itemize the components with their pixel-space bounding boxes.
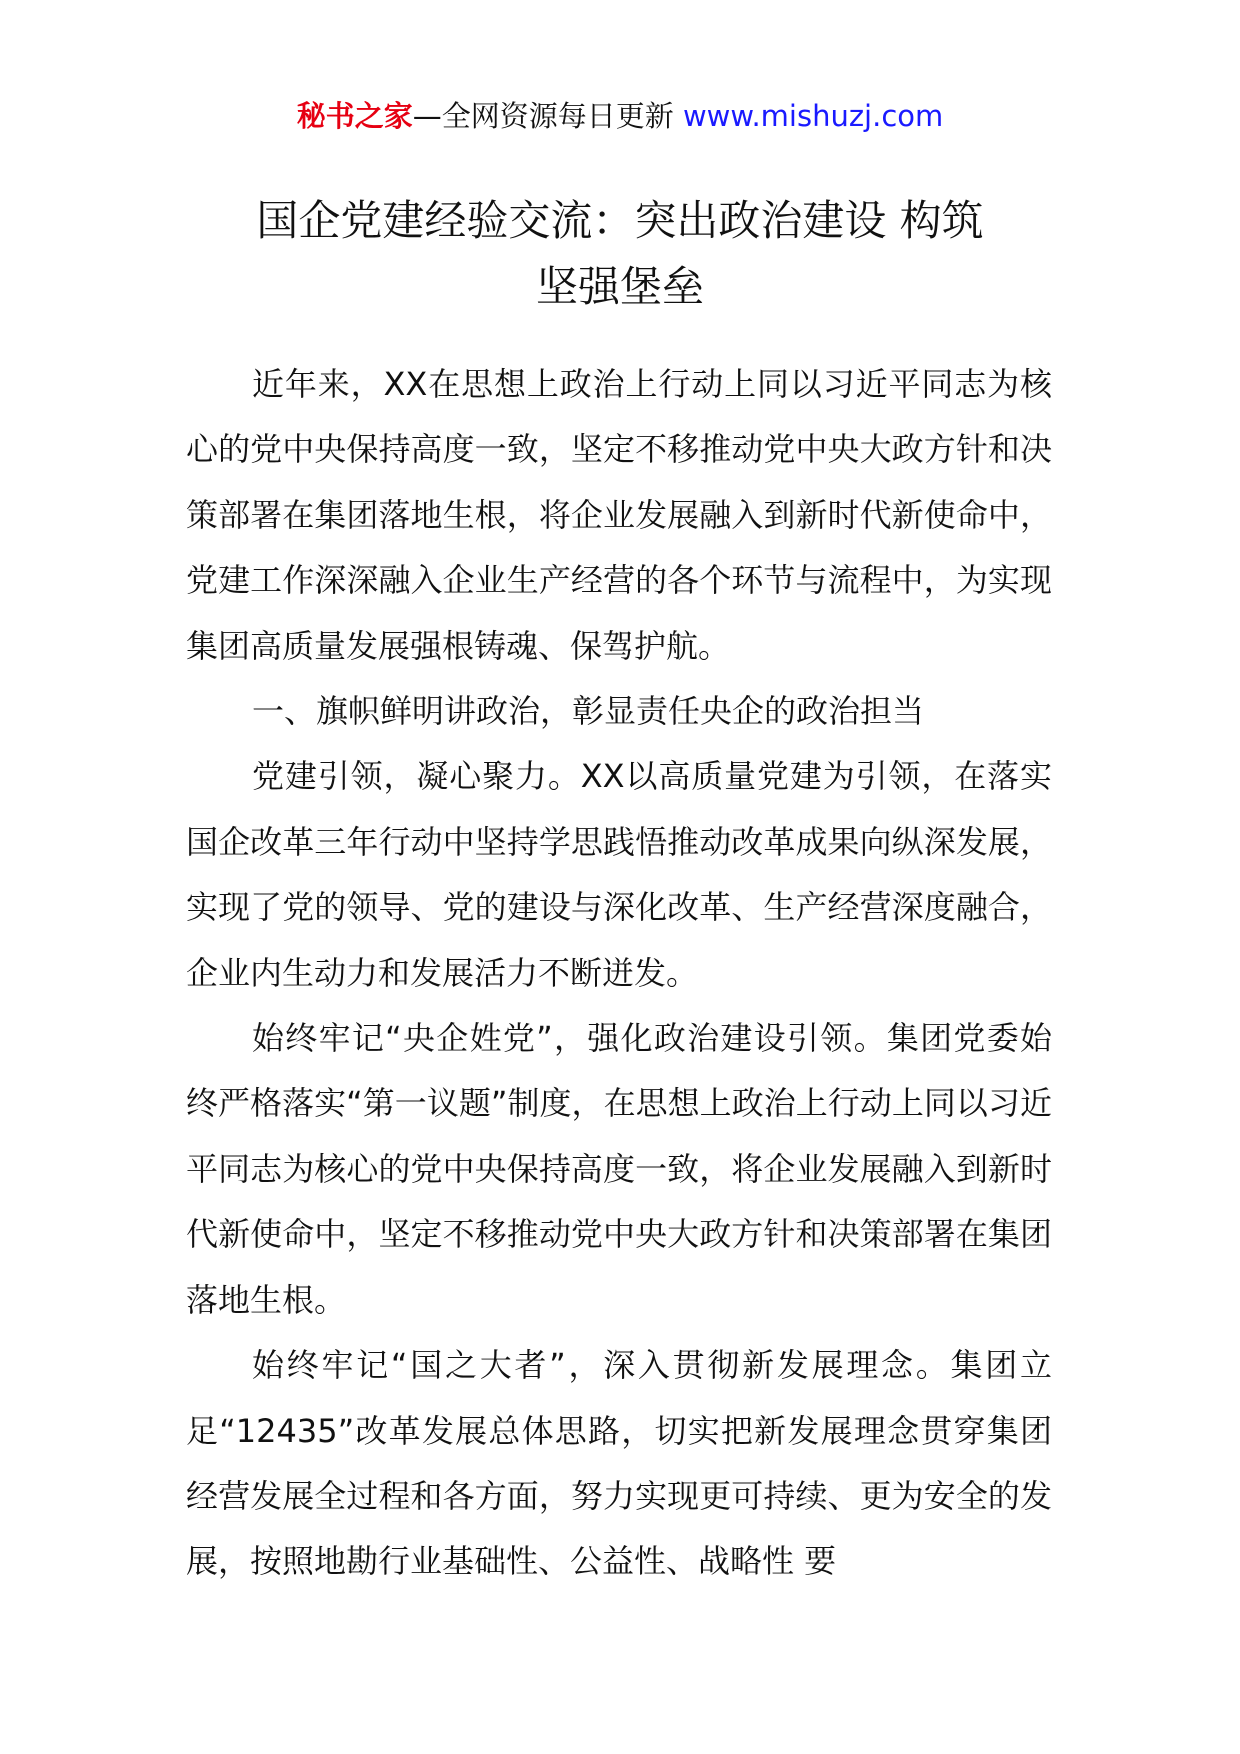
paragraph-new-development: 始终牢记“国之大者”，深入贯彻新发展理念。集团立足“12435”改革发展总体思路，切实把新发展理念贯穿集团经营发展全过程和各方面，努力实现更可持续、更为安全的发展，按照地勘行业基础性、公益性、战略性 要 <box>186 1346 1052 1581</box>
header-banner <box>0 96 1240 136</box>
title-line-2: 坚强堡垒 <box>535 262 704 312</box>
document-body <box>186 352 1052 1595</box>
document-title <box>200 188 1040 320</box>
title-line-1: 国企党建经验交流：突出政治建设 构筑 <box>256 196 984 246</box>
brand-name: 秘书之家 <box>296 99 413 133</box>
paragraph-political-building: 始终牢记“央企姓党”，强化政治建设引领。集团党委始终严格落实“第一议题”制度，在思想上政治上行动上同以习近平同志为核心的党中央保持高度一致，将企业发展融入到新时代新使命中，坚定不移推动党中央大政方针和决策部署在集团落地生根。 <box>186 1019 1052 1319</box>
section-heading-1: 一、旗帜鲜明讲政治，彰显责任央企的政治担当 <box>252 692 925 731</box>
website-link[interactable]: www.mishuzj.com <box>682 99 944 133</box>
paragraph-intro: 近年来，XX在思想上政治上行动上同以习近平同志为核心的党中央保持高度一致，坚定不移推动党中央大政方针和决策部署在集团落地生根，将企业发展融入到新时代新使命中，党建工作深深融入企业生产经营的各个环节与流程中，为实现集团高质量发展强根铸魂、保驾护航。 <box>186 365 1052 665</box>
paragraph-party-building: 党建引领，凝心聚力。XX以高质量党建为引领，在落实国企改革三年行动中坚持学思践悟推动改革成果向纵深发展，实现了党的领导、党的建设与深化改革、生产经营深度融合，企业内生动力和发展活力不断迸发。 <box>186 757 1052 992</box>
slogan: —全网资源每日更新 <box>412 99 674 133</box>
